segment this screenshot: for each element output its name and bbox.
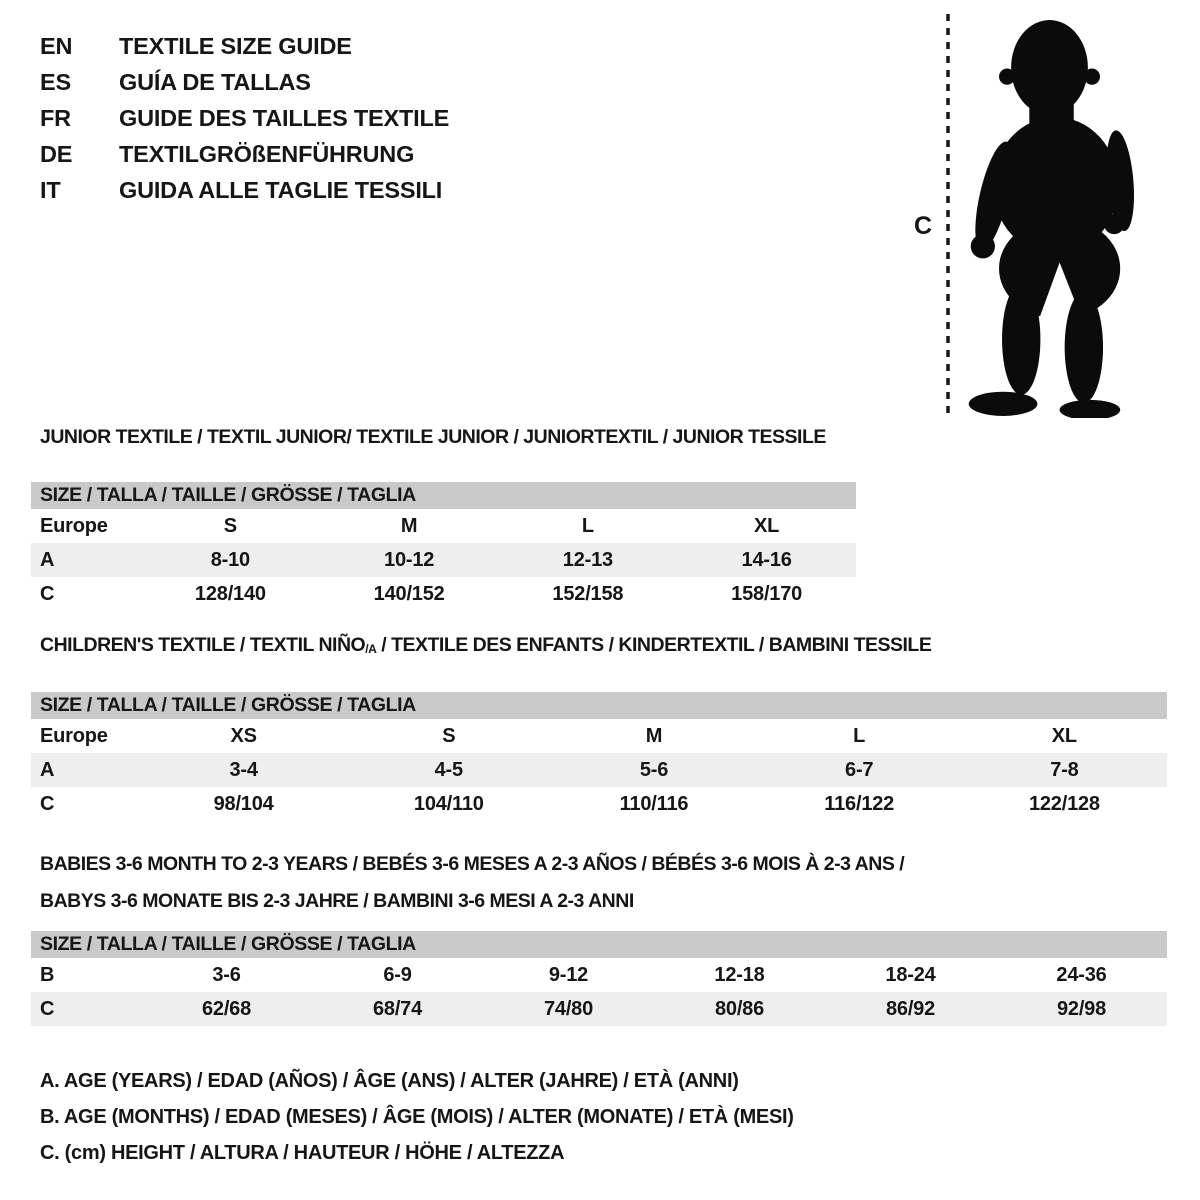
cell-value: 68/74 bbox=[372, 998, 423, 1020]
cell-value: S bbox=[442, 725, 456, 747]
table-row-c bbox=[31, 577, 856, 611]
row-label: C bbox=[40, 998, 55, 1020]
language-code: ES bbox=[40, 69, 71, 95]
cell-value: 110/116 bbox=[619, 793, 689, 815]
cell-value: 14-16 bbox=[741, 549, 792, 571]
cell-value: XL bbox=[754, 515, 780, 537]
table-row-c bbox=[31, 787, 1167, 821]
cell-value: 152/158 bbox=[552, 583, 624, 605]
cell-value: L bbox=[581, 515, 594, 537]
cell-value: 3-6 bbox=[212, 964, 241, 986]
row-label: A bbox=[40, 549, 55, 571]
section-title: BABYS 3-6 MONATE BIS 2-3 JAHRE / BAMBINI 3-6 MESI A 2-3 ANNI bbox=[40, 890, 634, 912]
cell-value: 62/68 bbox=[201, 998, 252, 1020]
language-code: FR bbox=[40, 105, 71, 131]
language-title: TEXTILE SIZE GUIDE bbox=[119, 33, 352, 59]
height-measure-line bbox=[944, 12, 952, 420]
cell-value: 10-12 bbox=[384, 549, 435, 571]
footnote-c: C. (cm) HEIGHT / ALTURA / HAUTEUR / HÖHE / ALTEZZA bbox=[40, 1142, 565, 1164]
cell-value: 8-10 bbox=[210, 549, 250, 571]
language-title: GUIDA ALLE TAGLIE TESSILI bbox=[119, 177, 443, 203]
section-title: CHILDREN'S TEXTILE / TEXTIL NIÑO/A / TEXTILE DES ENFANTS / KINDERTEXTIL / BAMBINI TESSILE bbox=[40, 634, 932, 656]
table-row-b bbox=[31, 958, 1167, 992]
cell-value: S bbox=[223, 515, 237, 537]
table-row-a bbox=[31, 543, 856, 577]
size-header-bar: SIZE / TALLA / TAILLE / GRÖSSE / TAGLIA bbox=[31, 482, 856, 509]
language-code: DE bbox=[40, 141, 73, 167]
cell-value: 98/104 bbox=[213, 793, 274, 815]
cell-value: 80/86 bbox=[714, 998, 765, 1020]
cell-value: 18-24 bbox=[885, 964, 936, 986]
language-title: GUIDE DES TAILLES TEXTILE bbox=[119, 105, 450, 131]
cell-value: 6-9 bbox=[383, 964, 412, 986]
cell-value: 6-7 bbox=[845, 759, 874, 781]
section-junior bbox=[31, 419, 856, 611]
cell-value: 128/140 bbox=[194, 583, 266, 605]
language-row-de bbox=[40, 136, 449, 172]
cell-value: 116/122 bbox=[824, 793, 895, 815]
cell-value: 92/98 bbox=[1056, 998, 1107, 1020]
cell-value: 74/80 bbox=[543, 998, 594, 1020]
cell-value: 86/92 bbox=[885, 998, 936, 1020]
row-label: A bbox=[40, 759, 55, 781]
footnote-b: B. AGE (MONTHS) / EDAD (MESES) / ÂGE (MOIS) / ALTER (MONATE) / ETÀ (MESI) bbox=[40, 1106, 794, 1128]
cell-value: XS bbox=[230, 725, 257, 747]
cell-value: 12-18 bbox=[714, 964, 765, 986]
toddler-silhouette-icon bbox=[960, 14, 1138, 418]
table-row-c bbox=[31, 992, 1167, 1026]
cell-value: 122/128 bbox=[1028, 793, 1100, 815]
table-row-europe bbox=[31, 509, 856, 543]
cell-value: 12-13 bbox=[562, 549, 613, 571]
row-label: Europe bbox=[40, 725, 108, 747]
row-label: B bbox=[40, 964, 55, 986]
section-children bbox=[31, 627, 1167, 821]
cell-value: L bbox=[853, 725, 866, 747]
table-row-europe bbox=[31, 719, 1167, 753]
language-title: TEXTILGRÖßENFÜHRUNG bbox=[119, 141, 415, 167]
language-code: EN bbox=[40, 33, 73, 59]
size-header-bar: SIZE / TALLA / TAILLE / GRÖSSE / TAGLIA bbox=[31, 931, 1167, 958]
cell-value: 5-6 bbox=[639, 759, 669, 781]
row-label: C bbox=[40, 583, 55, 605]
height-measure-label: C bbox=[914, 212, 932, 240]
section-title: JUNIOR TEXTILE / TEXTIL JUNIOR/ TEXTILE JUNIOR / JUNIORTEXTIL / JUNIOR TESSILE bbox=[40, 426, 826, 448]
language-list bbox=[40, 28, 449, 208]
cell-value: 158/170 bbox=[731, 583, 803, 605]
language-title: GUÍA DE TALLAS bbox=[119, 69, 311, 95]
language-row-es bbox=[40, 64, 449, 100]
section-babies bbox=[31, 846, 1167, 1026]
cell-value: 4-5 bbox=[434, 759, 463, 781]
language-code: IT bbox=[40, 177, 61, 203]
language-row-fr bbox=[40, 100, 449, 136]
footnotes bbox=[40, 1063, 794, 1171]
footnote-a: A. AGE (YEARS) / EDAD (AÑOS) / ÂGE (ANS) / ALTER (JAHRE) / ETÀ (ANNI) bbox=[40, 1070, 739, 1092]
cell-value: 3-4 bbox=[229, 759, 258, 781]
table-row-a bbox=[31, 753, 1167, 787]
cell-value: XL bbox=[1051, 725, 1077, 747]
section-title: BABIES 3-6 MONTH TO 2-3 YEARS / BEBÉS 3-6 MESES A 2-3 AÑOS / BÉBÉS 3-6 MOIS À 2-3 ANS / bbox=[40, 853, 905, 875]
cell-value: 7-8 bbox=[1050, 759, 1079, 781]
language-row-it bbox=[40, 172, 449, 208]
cell-value: 104/110 bbox=[413, 793, 484, 815]
row-label: C bbox=[40, 793, 55, 815]
cell-value: M bbox=[645, 725, 663, 747]
size-header-bar: SIZE / TALLA / TAILLE / GRÖSSE / TAGLIA bbox=[31, 692, 1167, 719]
cell-value: 24-36 bbox=[1056, 964, 1107, 986]
cell-value: 140/152 bbox=[373, 583, 445, 605]
row-label: Europe bbox=[40, 515, 108, 537]
cell-value: 9-12 bbox=[548, 964, 589, 986]
cell-value: M bbox=[400, 515, 418, 537]
language-row-en bbox=[40, 28, 449, 64]
